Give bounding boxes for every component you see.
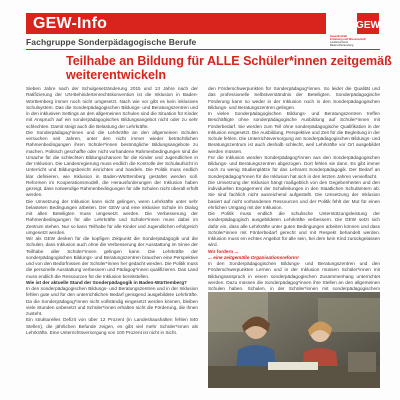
demands-subheading: ... eine zeitgemäße Organisationsreform! (208, 254, 299, 260)
demands-heading: Wir fordern ... (208, 248, 239, 254)
page-title: GEW-Info (33, 15, 108, 32)
right-text-column (208, 86, 380, 305)
right-paragraph-5: Die Politik muss endlich die schulische Unterstützungsleistung der sonderpädagogisch ausgebildeten Lehrkräfte verbessern. Die GEW setzt sich dafür ein, dass alle Lehrkräfte unter guten Bedingungen arbeiten können und dass Schüler*innen mit Förderbedarf gerecht und mit Respekt behandelt werden. Inklusion muss ein echtes Angebot für alle sein, bei dem kein Kind zurückgelassen wird. (208, 211, 380, 248)
logo-line-2: Erziehung und Wissenschaft (330, 38, 366, 41)
header-divider (26, 49, 380, 50)
left-paragraph-3: Die Umsetzung der Inklusion kann nicht gelingen, wenn Lehrkräfte unter sehr belasteten Bedingungen arbeiten. Der GEW und eine inklusive Schule im Dialog mit allen Beteiligten muss umgesetzt werden. Die Verbesserung der Rahmenbedingungen für alle Lehrkräfte und Schüler*innen muss dabei im Zentrum stehen. Nur so kann Teilhabe für alle Kinder und Jugendlichen erfolgreich umgesetzt werden. (26, 198, 198, 235)
right-paragraph-4: Die Umsetzung der Inklusion hängt maßgeblich von den Gegebenheiten und den individuellen Engagement der Schulleitungen in den Staatlichen Schulämtern ab. Sie sind fachlich nicht ausreichend aufgestellt. Die Umsetzung der Inklusion basiert auf nicht vorhandenen Ressourcen und der Politik fehlt der Mut für einen ehrlichen Umgang mit der Inklusion. (208, 179, 380, 210)
logo-line-4: Baden-Württemberg (330, 44, 354, 47)
right-paragraph-2: In vielen Sonderpädagogischen Bildungs- und Beratungszentren treffen Beschäftigte ohne sonderpädagogische Ausbildung auf Schüler*innen mit Förderbedarf. Sie werden zum Teil ohne sonderpädagogische Qualifikation in der Inklusion eingesetzt. Die Ausbildung, Perspektive und Zeit für die Begleitung in der Schule fehlen. Die Unterrichtsversorgung am Sonderpädagogischen Bildungs- und Beratungszentrum ist auch deshalb schlecht, weil Lehrkräfte vor Ort ausgebildet werden müssen. (208, 111, 380, 154)
left-text-column (26, 86, 198, 336)
left-paragraph-5: In den sonderpädagogischen Bildungs- und Beratungszentren und in der Inklusion fehlen gute und für den unterrichtlichen Bedarf genügend ausgebildete Lehrkräfte. Da die Sonderpädagog*innen nicht vollständig eingesetzt werden können, bleiben viele Stunden unbesetzt und Schüler*innen erhalten nicht die Förderung, die ihnen zusteht. (26, 286, 198, 316)
right-paragraph-6: In den Sonderpädagogischen Bildungs- und Beratungszentren und den Förderschwerpunkten Lernen und in der Inklusion müssen Schüler*innen mit Bildungsanspruch in einem sonderpädagogischen Zusammenhang unterrichtet werden. Dazu müssen die Sonderpädagog*innen ihre Stellen an den allgemeinen Schulen haben. Schulen, in der Schüler*innen mit sonderpädagogischem (208, 261, 380, 291)
article-headline (66, 54, 392, 82)
gew-logo-mark (330, 13, 380, 35)
logo-mark-text: GEW (356, 20, 380, 31)
classroom-photo-image (208, 292, 380, 388)
logo-line-3: Landesverband (330, 41, 348, 44)
left-paragraph-4: Wir als GEW denken für die kopfigen Zeitpunkt die Sonderpädagogik und die Schulen, dass Inklusion auch ohne die Verbesserung der Ausstattung im Sinne der Teilhabe aller Schüler*innen gelingen kann. Die Lehrkräfte der sonderpädagogischen Bildungs- und Beratungszentren brauchen eine Perspektive und von den Bedürfnissen der Schüler*innen her gedacht werden. Die Politik muss die personelle Ausstattung verbessern und Pädagog*innen qualifizieren. Das Land muss endlich die Ressourcen für die Inklusion bereitstellen. (26, 236, 198, 279)
logo-line-1: Gewerkschaft (330, 35, 348, 38)
headline-line-1: Teilhabe an Bildung für ALLE Schüler*innen zeitgemäß (66, 54, 392, 68)
left-paragraph-1: Sieben Jahre nach der Schulgesetzänderung 2015 und 13 Jahre nach der Ratifizierung der UN-Behindertenrechtskonvention ist die Inklusion in Baden-Württemberg immer noch nicht umgesetzt. Nach wie vor gibt es kein inklusives Schulsystem. Das die Sonderpädagogischen Bildungs- und Beratungszentren und in den inklusiven Settings an den allgemeinen Schulen sind die Situation für Kinder mit Anspruch auf ein sonderpädagogisches Bildungsangebot nicht oder zu sehr schlechten. Damit steigt auch die Belastung der Lehrkräfte. (26, 86, 198, 129)
headline-line-2: weiterentwickeln (66, 67, 167, 82)
header-banner (26, 13, 326, 34)
left-paragraph-6: Ein strukturelles Defizit von über 12 Prozent (in Landeshaushalten fehlen 840 Stellen), die jährlichen Befunde zeigen, es gibt viel mehr Schüler*innen als Lehrkräfte. Eine Unterrichtsversorgung von 100 Prozent ist nicht in Sicht. (26, 317, 198, 335)
right-paragraph-1: den Förderschwerpunkten für Sonderpädagog*innen. So leidet die Qualität und das professionelle Selbstverständnis der Beteiligten. Sonderpädagogische Förderung kann so weder in der Inklusion noch in den Sonderpädagogischen Bildungs- und Beratungszentren gelingen. (208, 86, 380, 110)
classroom-photo (208, 292, 380, 388)
left-paragraph-2: Die Sonderpädagog*innen und die Lehrkräfte an den allgemeinen Schulen versuchen seit Jahren, unter den nicht immer wieder beträchtlichen Rahmenbedingungen ihren Schüler*innen bestmögliche Bildungsangebote zu machen. Politisch geschaffte oder nicht vorhandene Rahmenbedingungen sind die Ursache für die schlechten Bildungschancen für die Kinder und Jugendlichen in der Inklusion. Die Landesregierung muss endlich die Kontrolle der Schulaufsicht in Unterricht und Bildungsbericht einrichten und handeln. Die Politik muss endlich klar definieren, wie Inklusion in Baden-Württemberg gestaltet werden soll. Reformen im Kooperationsmodell, die Herausforderungen der Inklusion haben gezeigt, dass notwendige Rahmenbedingungen für alle Schulen nicht überall erfüllt werden. (26, 129, 198, 198)
gew-logo (330, 13, 380, 49)
right-paragraph-3: Für die Inklusion werden Sonderpädagog*innen aus den Sonderpädagogischen Bildungs- und Beratungszentren abgezogen. Dort fehlen sie dann. Es gibt immer noch zu wenig Studienplätze für das Lehramt Sonderpädagogik. Der Bedarf an Sonderpädagog*innen für die Inklusion hat sich in den letzten Jahren vervielfacht. (208, 154, 380, 179)
page-subtitle: Fachgruppe Sonderpädagogische Berufe (26, 37, 197, 47)
left-section-heading: Wie ist der aktuelle Stand der Sonderpädagogik in Baden-Württemberg? (26, 279, 187, 285)
